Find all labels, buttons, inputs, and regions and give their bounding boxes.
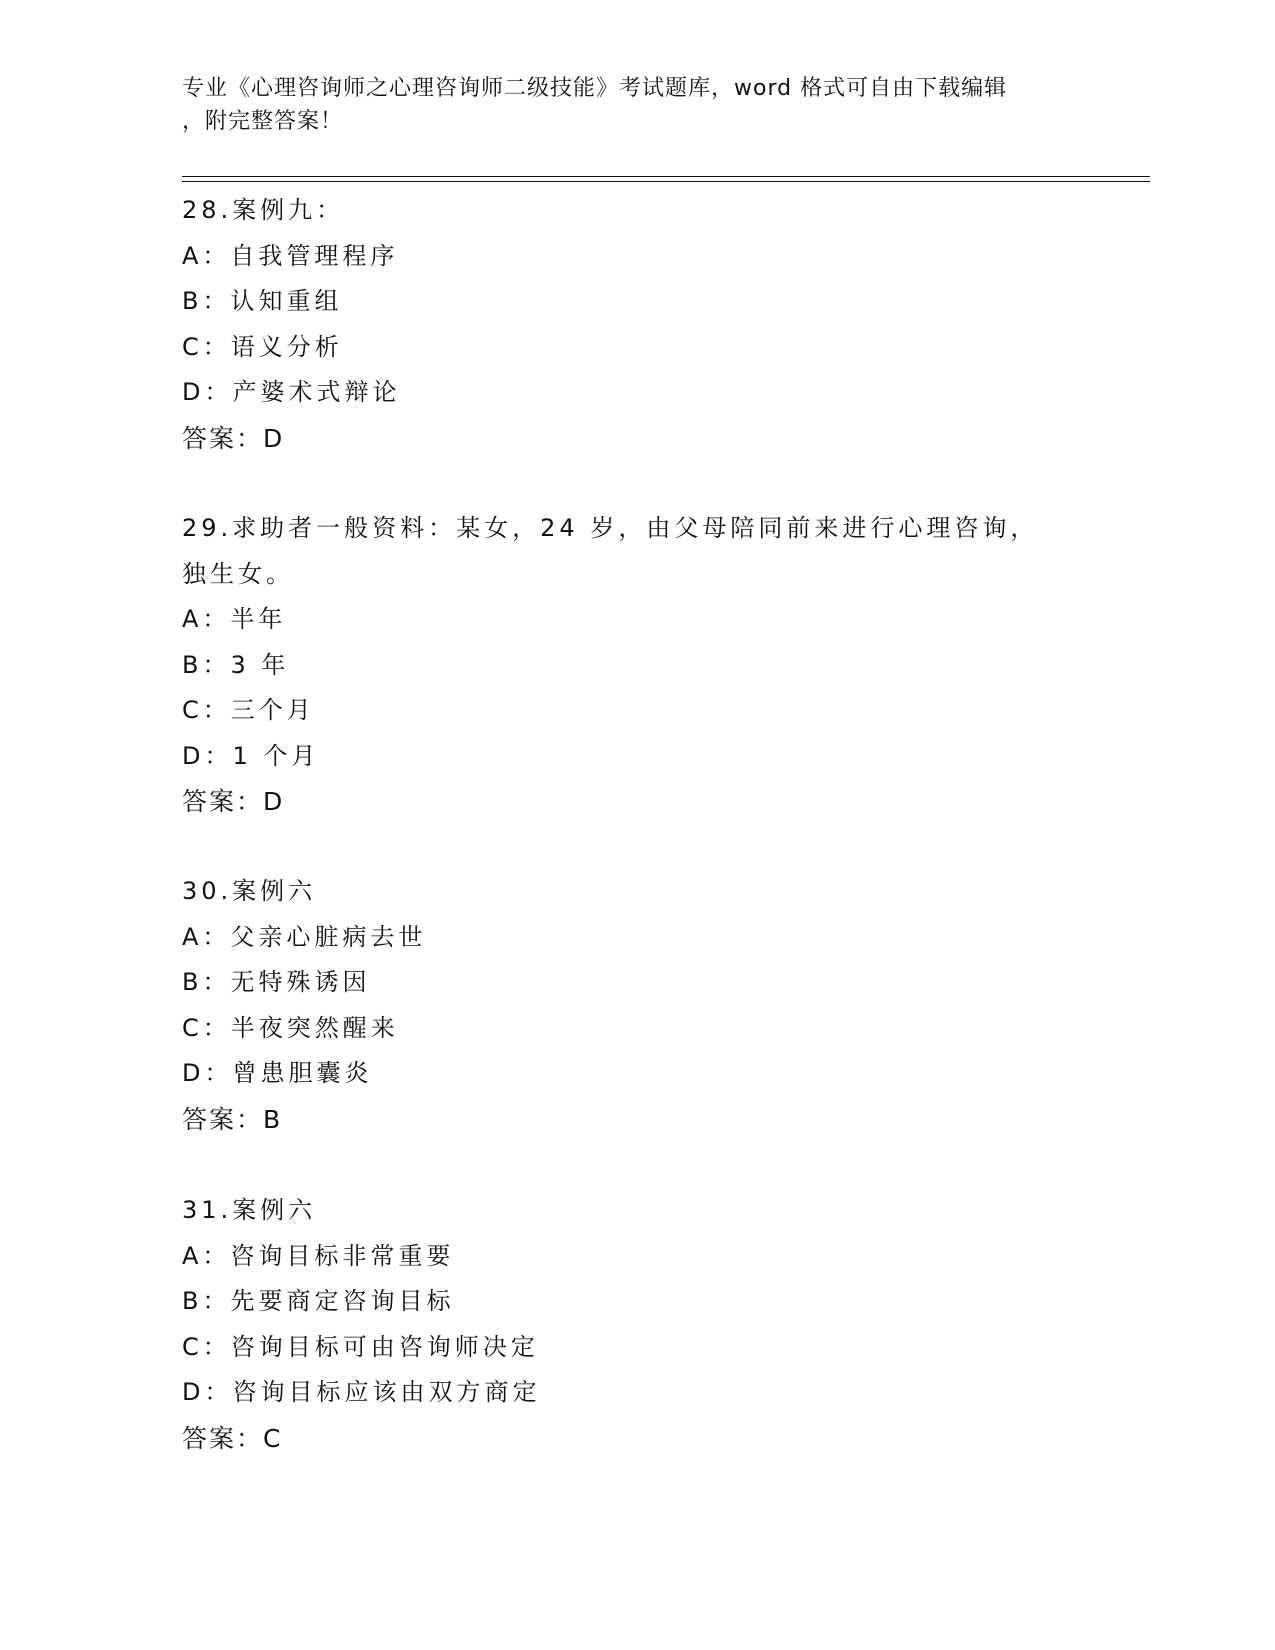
- option-d: D：1 个月: [182, 741, 320, 770]
- question-stem: 29.求助者一般资料：某女，24 岁，由父母陪同前来进行心理咨询，独生女。: [182, 514, 1039, 588]
- header-divider: [182, 176, 1150, 177]
- option-b: B：3 年: [182, 650, 290, 679]
- answer: 答案：B: [182, 1104, 283, 1134]
- option-b: B：先要商定咨询目标: [182, 1287, 455, 1315]
- answer: 答案：D: [182, 423, 285, 453]
- question-31: [182, 1188, 1082, 1461]
- header-line: ，附完整答案！: [182, 109, 344, 134]
- question-28: [182, 188, 1082, 461]
- option-d: D：咨询目标应该由双方商定: [182, 1378, 541, 1406]
- option-a: A：父亲心脏病去世: [182, 922, 427, 951]
- option-a: A：半年: [182, 605, 287, 633]
- question-29: [182, 506, 1082, 825]
- question-stem: 30.案例六: [182, 877, 317, 905]
- header-line: 专业《心理咨询师之心理咨询师二级技能》考试题库，word 格式可自由下载编辑: [182, 76, 1008, 101]
- document-header: [182, 72, 1062, 138]
- answer: 答案：C: [182, 1423, 283, 1453]
- option-a: A：自我管理程序: [182, 241, 399, 270]
- option-d: D：产婆术式辩论: [182, 378, 401, 406]
- option-c: C：咨询目标可由咨询师决定: [182, 1332, 539, 1361]
- header-divider: [182, 181, 1150, 182]
- question-stem: 31.案例六: [182, 1196, 317, 1224]
- answer: 答案：D: [182, 787, 285, 816]
- option-c: C：语义分析: [182, 332, 343, 361]
- option-c: C：三个月: [182, 696, 315, 724]
- option-b: B：无特殊诱因: [182, 968, 371, 996]
- option-b: B：认知重组: [182, 287, 343, 315]
- option-c: C：半夜突然醒来: [182, 1013, 399, 1042]
- option-a: A：咨询目标非常重要: [182, 1241, 455, 1270]
- question-30: [182, 869, 1082, 1142]
- question-stem: 28.案例九：: [182, 196, 345, 224]
- option-d: D：曾患胆囊炎: [182, 1059, 373, 1087]
